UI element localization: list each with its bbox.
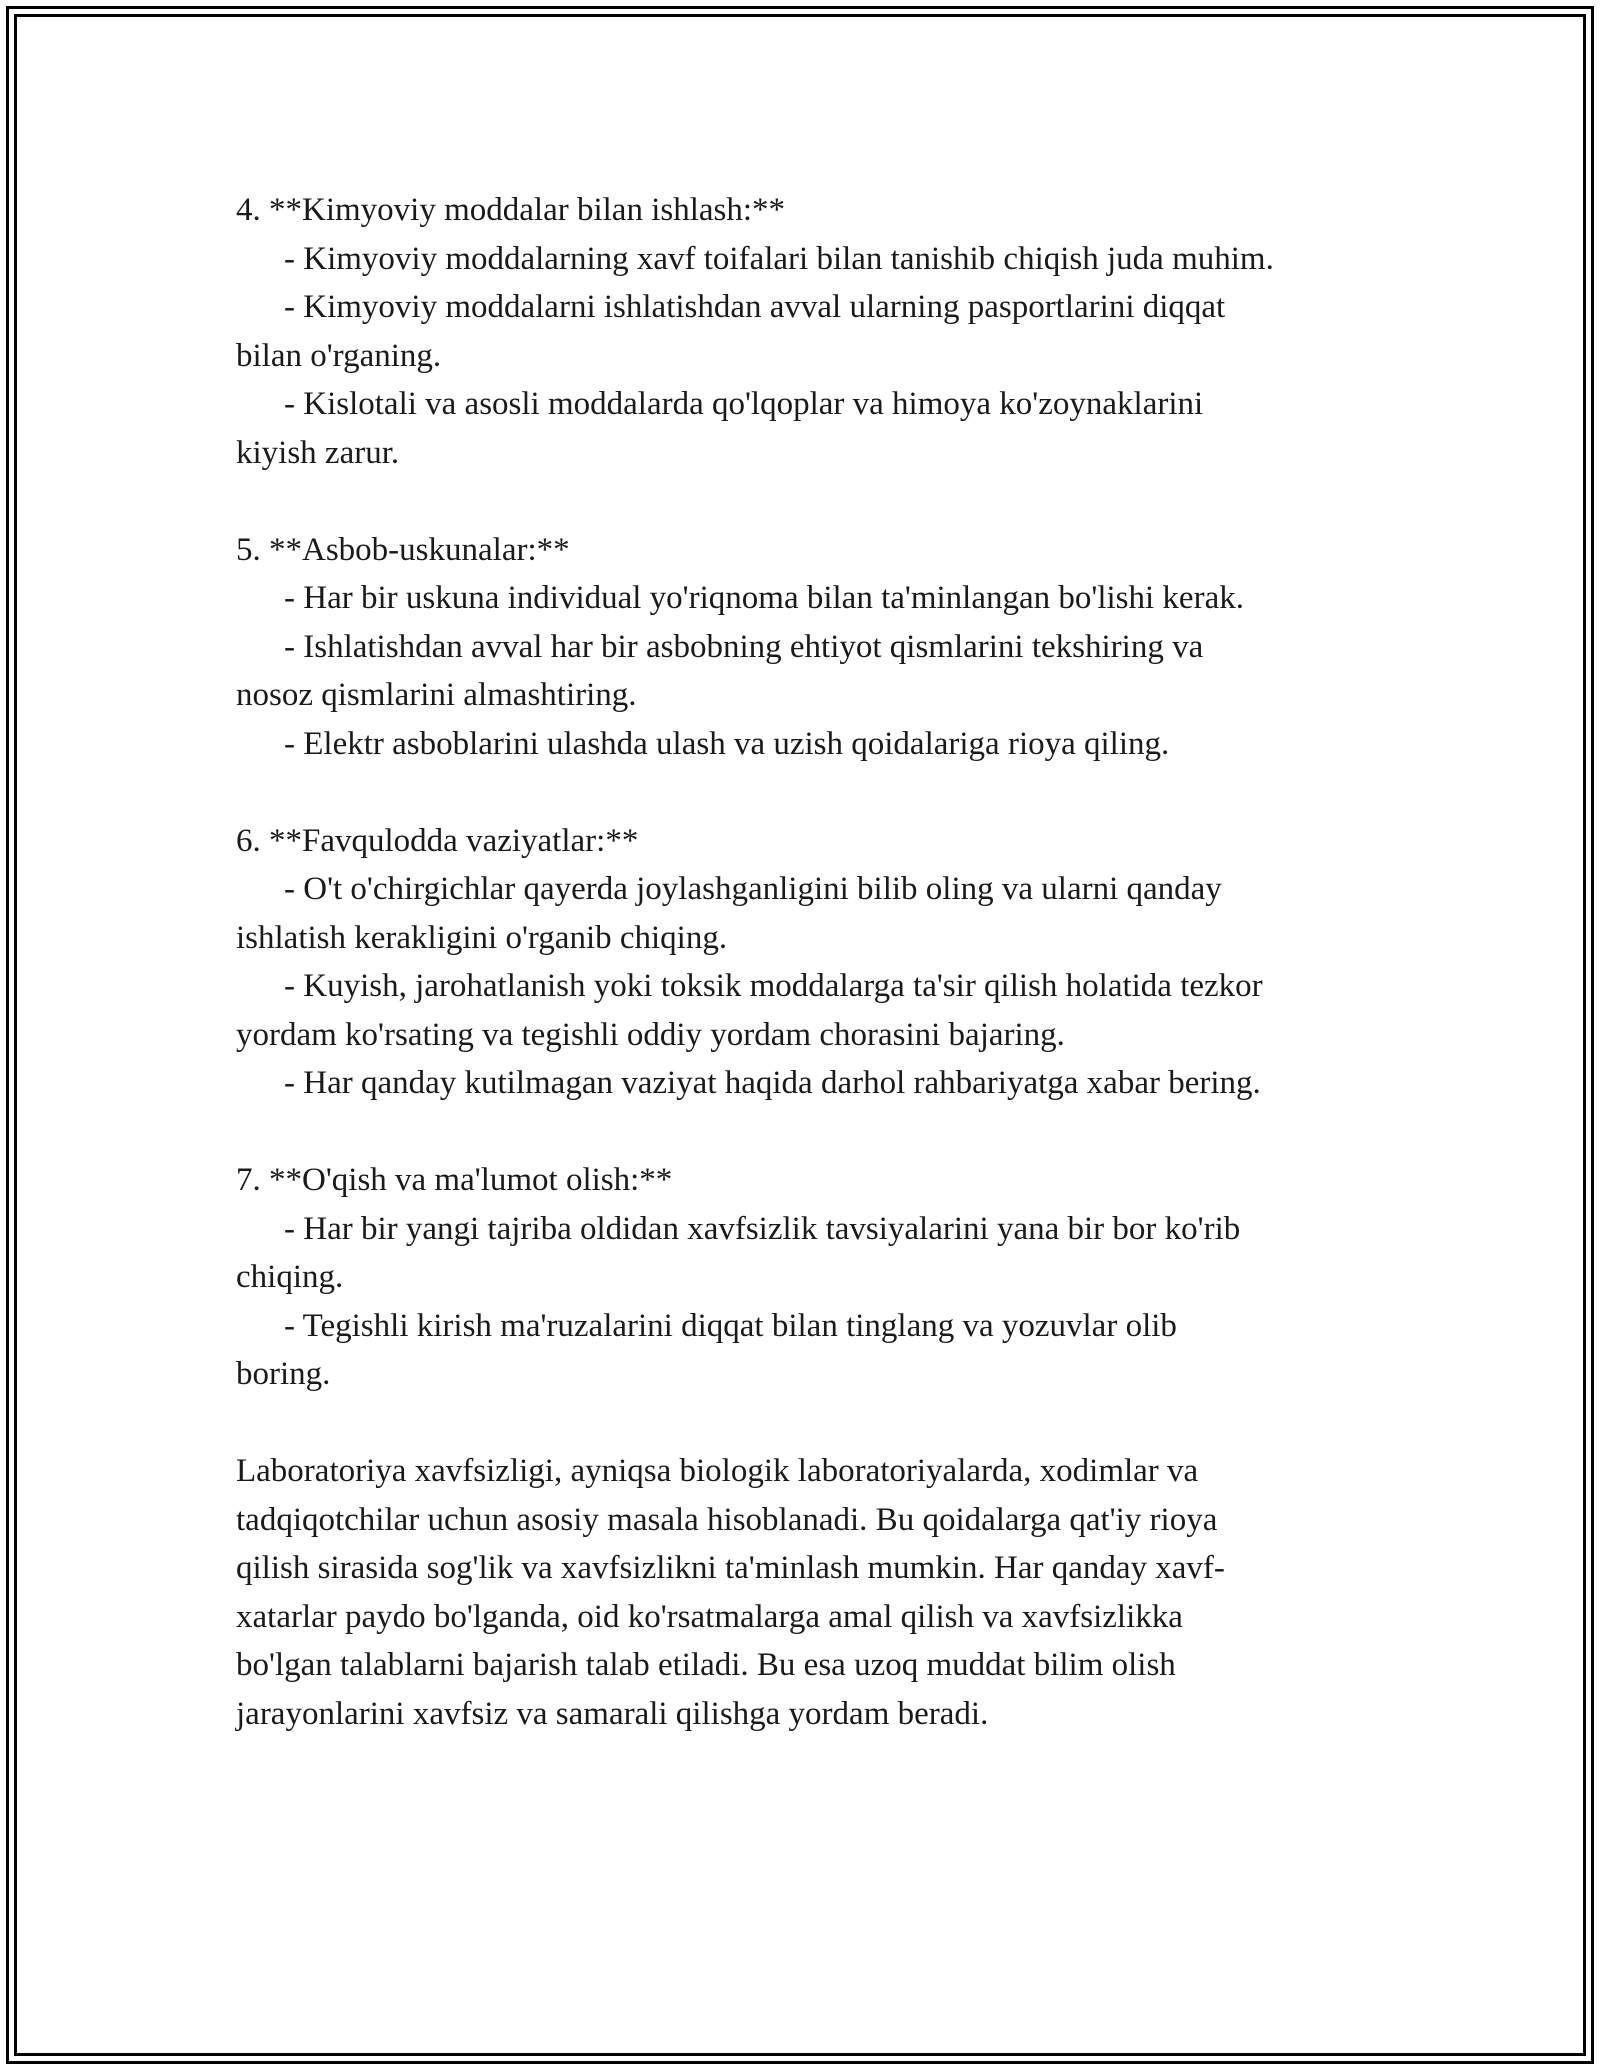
- conclusion-line: xatarlar paydo bo'lganda, oid ko'rsatmalarga amal qilish va xavfsizlikka: [236, 1598, 1183, 1635]
- conclusion-paragraph: [236, 1447, 1376, 1738]
- section-chemicals: [236, 186, 1376, 477]
- paragraph-gap: [236, 1108, 1376, 1157]
- list-item: - Kimyoviy moddalarni ishlatishdan avval ularning pasportlarini diqqat: [284, 289, 1226, 325]
- section-heading: 4. **Kimyoviy moddalar bilan ishlash:**: [236, 192, 786, 228]
- list-item: - Tegishli kirish ma'ruzalarini diqqat bilan tinglang va yozuvlar olib: [284, 1307, 1177, 1344]
- section-learning: [236, 1156, 1376, 1399]
- list-item: - Kislotali va asosli moddalarda qo'lqoplar va himoya ko'zoynaklarini: [284, 386, 1204, 422]
- list-item: - Har bir yangi tajriba oldidan xavfsizlik tavsiyalarini yana bir bor ko'rib: [284, 1210, 1241, 1247]
- conclusion-line: Laboratoriya xavfsizligi, ayniqsa biologik laboratoriyalarda, xodimlar va: [236, 1453, 1199, 1489]
- list-item-continuation: bilan o'rganing.: [236, 337, 442, 374]
- section-equipment: [236, 526, 1376, 769]
- list-item: - Kuyish, jarohatlanish yoki toksik moddalarga ta'sir qilish holatida tezkor: [284, 968, 1263, 1004]
- paragraph-gap: [236, 477, 1376, 526]
- document-body: [236, 186, 1376, 1738]
- paragraph-gap: [236, 1399, 1376, 1448]
- section-heading: 6. **Favqulodda vaziyatlar:**: [236, 822, 639, 859]
- list-item-continuation: yordam ko'rsating va tegishli oddiy yordam chorasini bajaring.: [236, 1016, 1065, 1053]
- list-item: - O't o'chirgichlar qayerda joylashganligini bilib oling va ularni qanday: [284, 871, 1222, 907]
- list-item-continuation: boring.: [236, 1356, 331, 1392]
- section-heading: 7. **O'qish va ma'lumot olish:**: [236, 1162, 673, 1198]
- section-heading: 5. **Asbob-uskunalar:**: [236, 531, 570, 568]
- list-item: - Kimyoviy moddalarning xavf toifalari bilan tanishib chiqish juda muhim.: [284, 240, 1274, 277]
- list-item-continuation: ishlatish kerakligini o'rganib chiqing.: [236, 919, 728, 956]
- list-item: - Har qanday kutilmagan vaziyat haqida darhol rahbariyatga xabar bering.: [284, 1065, 1261, 1101]
- conclusion-line: tadqiqotchilar uchun asosiy masala hisoblanadi. Bu qoidalarga qat'iy rioya: [236, 1501, 1218, 1538]
- list-item: - Elektr asboblarini ulashda ulash va uzish qoidalariga rioya qiling.: [284, 725, 1170, 762]
- conclusion-line: qilish sirasida sog'lik va xavfsizlikni ta'minlash mumkin. Har qanday xavf-: [236, 1550, 1225, 1586]
- paragraph-gap: [236, 768, 1376, 817]
- conclusion-line: bo'lgan talablarni bajarish talab etiladi. Bu esa uzoq muddat bilim olish: [236, 1647, 1176, 1683]
- list-item-continuation: chiqing.: [236, 1259, 344, 1295]
- list-item: - Ishlatishdan avval har bir asbobning ehtiyot qismlarini tekshiring va: [284, 628, 1204, 665]
- list-item-continuation: nosoz qismlarini almashtiring.: [236, 677, 637, 713]
- conclusion-line: jarayonlarini xavfsiz va samarali qilishga yordam beradi.: [236, 1695, 989, 1732]
- list-item-continuation: kiyish zarur.: [236, 434, 400, 471]
- list-item: - Har bir uskuna individual yo'riqnoma bilan ta'minlangan bo'lishi kerak.: [284, 580, 1244, 616]
- section-emergencies: [236, 817, 1376, 1108]
